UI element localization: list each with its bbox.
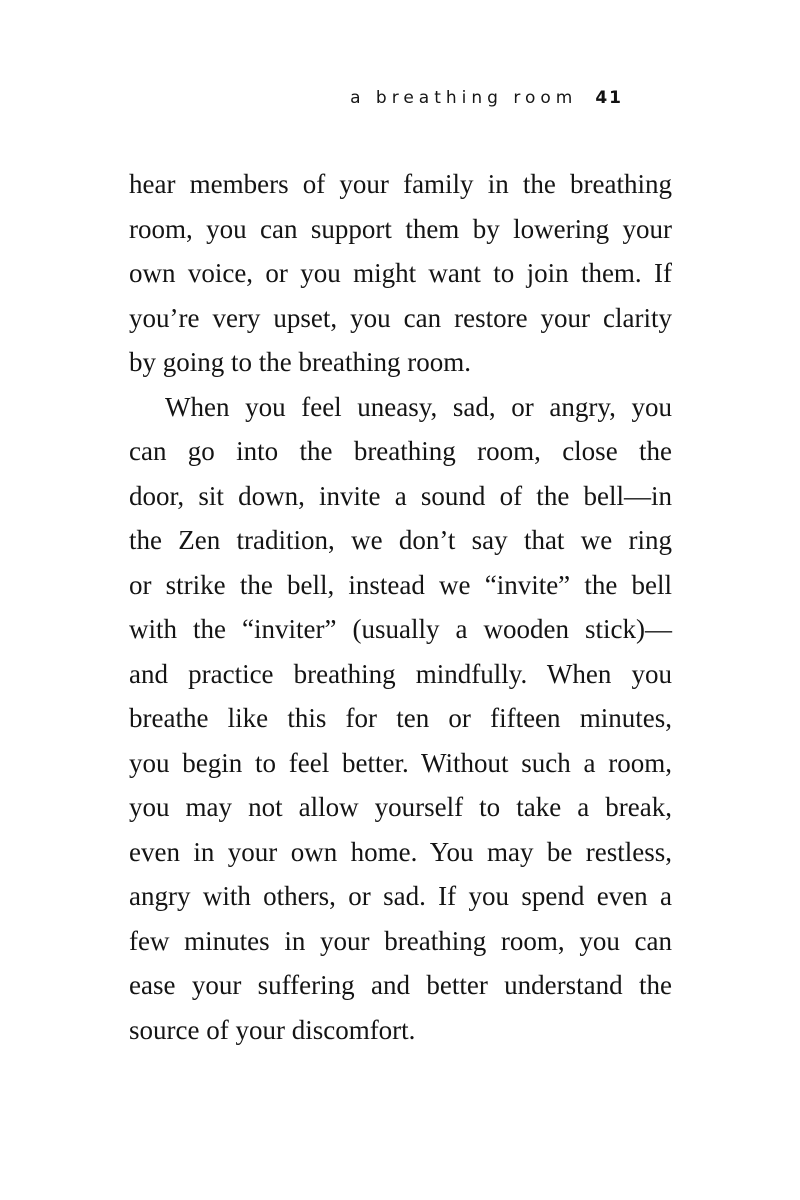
text-line: the Zen tradition, we don’t say that we ring xyxy=(129,525,672,555)
paragraph xyxy=(129,162,672,385)
text-line: hear members of your family in the breathing xyxy=(129,169,672,199)
text-line: few minutes in your breathing room, you can xyxy=(129,925,672,956)
text-line: ease your suffering and better understand the xyxy=(129,970,672,1000)
running-header xyxy=(350,88,623,108)
text-line: room, you can support them by lowering your xyxy=(129,213,672,244)
text-line: door, sit down, invite a sound of the bell—in xyxy=(129,480,672,511)
text-line: you may not allow yourself to take a break, xyxy=(129,792,672,822)
text-line: When you feel uneasy, sad, or angry, you xyxy=(165,391,672,422)
paragraph xyxy=(129,385,672,1053)
text-line: even in your own home. You may be restless, xyxy=(129,836,672,867)
text-line: source of your discomfort. xyxy=(129,1014,416,1045)
text-line: and practice breathing mindfully. When you xyxy=(129,658,672,689)
text-line: can go into the breathing room, close the xyxy=(129,436,672,466)
text-line: or strike the bell, instead we “invite” the bell xyxy=(129,569,672,600)
text-line: by going to the breathing room. xyxy=(129,347,471,377)
text-line: you’re very upset, you can restore your clarity xyxy=(129,302,672,333)
text-line: own voice, or you might want to join them. If xyxy=(129,258,672,288)
text-line: with the “inviter” (usually a wooden stick)— xyxy=(129,614,672,644)
text-line: angry with others, or sad. If you spend even a xyxy=(129,881,672,911)
body-text xyxy=(129,162,672,1052)
page-number: 41 xyxy=(595,88,623,108)
running-title: a breathing room xyxy=(350,88,578,108)
text-line: breathe like this for ten or fifteen minutes, xyxy=(129,703,672,733)
text-line: you begin to feel better. Without such a room, xyxy=(129,747,672,778)
